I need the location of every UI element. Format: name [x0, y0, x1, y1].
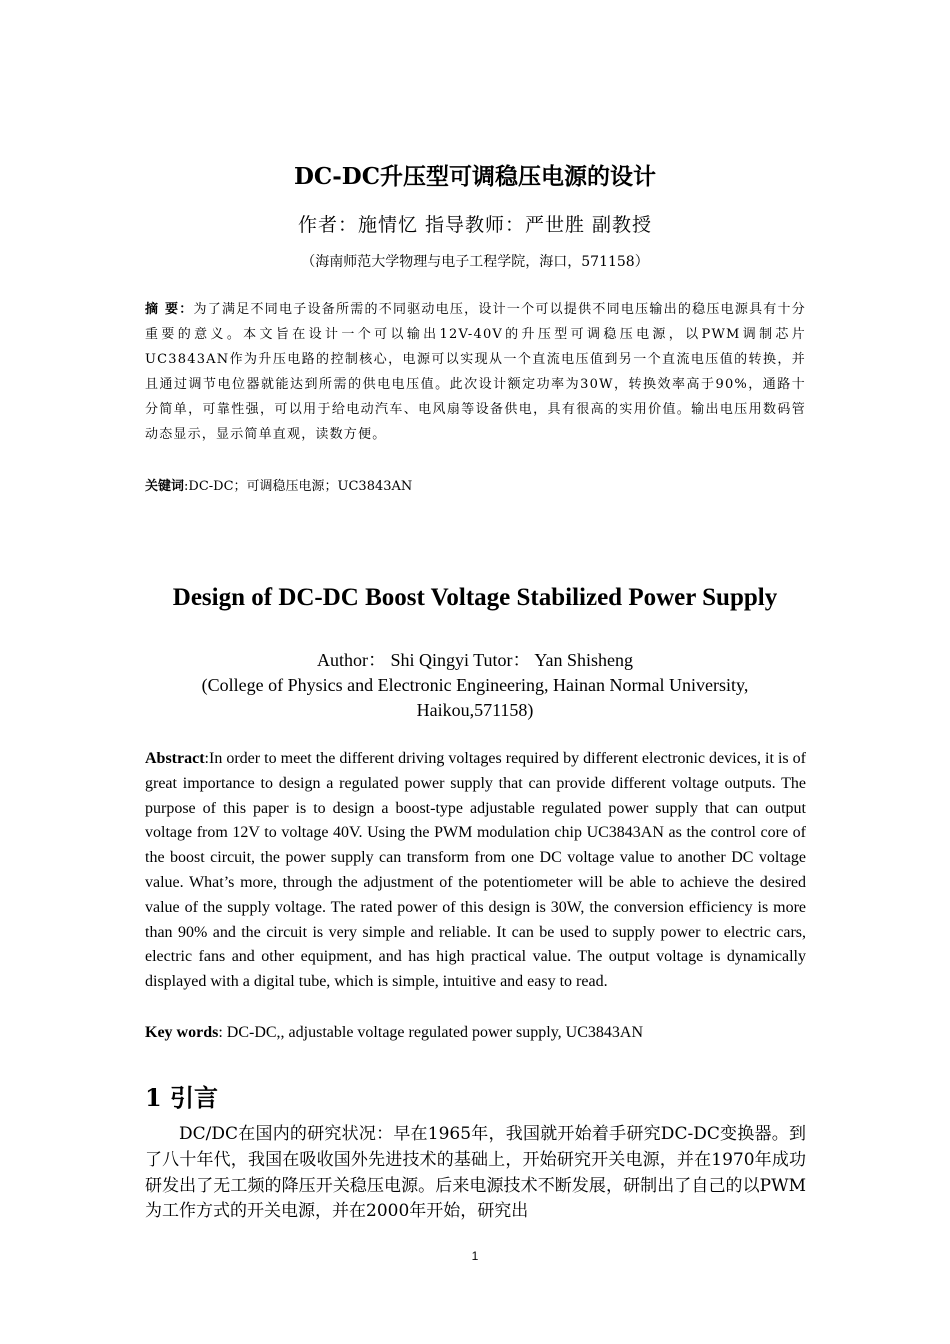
- english-keywords-text: : DC-DC,, adjustable voltage regulated power supply, UC3843AN: [218, 1024, 643, 1041]
- section-heading-introduction: 1 引言: [145, 1083, 219, 1112]
- english-keywords-label: Key words: [145, 1024, 219, 1041]
- english-author-line: Author： Shi Qingyi Tutor： Yan Shisheng: [316, 650, 634, 670]
- chinese-title: DC-DC升压型可调稳压电源的设计: [293, 163, 657, 190]
- chinese-keywords: [145, 475, 806, 499]
- page-number: 1: [471, 1249, 479, 1263]
- chinese-keywords-text: :DC-DC；可调稳压电源；UC3843AN: [184, 479, 413, 494]
- english-title: Design of DC-DC Boost Voltage Stabilized Power Supply: [172, 584, 778, 611]
- english-abstract: [145, 747, 806, 995]
- chinese-abstract: [145, 297, 806, 447]
- english-abstract-text: :In order to meet the different driving voltages required by different electronic devices, it is of great importance to design a regulated power supply that can provide different voltage outputs. The purpose of this paper is to design a boost-type adjustable regulated power supply that can output voltage from 12V to voltage 40V. Using the PWM modulation chip UC3843AN as the control core of the boost circuit, the power supply can transform from one DC voltage value to another DC voltage value. What’s more, through the adjustment of the potentiometer will be able to achieve the desired value of the supply voltage. The rated power of this design is 30W, the conversion efficiency is more than 90% and the circuit is very simple and reliable. It can be used to supply power to electric cars, electric fans and other equipment, and has high practical value. The output voltage is dynamically displayed with a digital tube, which is simple, intuitive and easy to read.: [145, 750, 806, 991]
- english-keywords: [145, 1021, 806, 1045]
- introduction-paragraph: DC/DC在国内的研究状况：早在1965年，我国就开始着手研究DC-DC变换器。到了八十年代，我国在吸收国外先进技术的基础上，开始研究开关电源，并在1970年成功研发出了无工频的降压开关稳压电源。后来电源技术不断发展，研制出了自己的以PWM为工作方式的开关电源，并在2000年开始，研究出: [145, 1124, 806, 1222]
- english-abstract-label: Abstract: [145, 750, 205, 767]
- english-affiliation: (College of Physics and Electronic Engineering, Hainan Normal University, Haikou,571158): [201, 675, 749, 720]
- chinese-abstract-label: 摘 要：: [145, 302, 194, 317]
- chinese-abstract-text: 为了满足不同电子设备所需的不同驱动电压，设计一个可以提供不同电压输出的稳压电源具有十分重要的意义。本文旨在设计一个可以输出12V-40V的升压型可调稳压电源，以PWM调制芯片UC3843AN作为升压电路的控制核心，电源可以实现从一个直流电压值到另一个直流电压值的转换，并且通过调节电位器就能达到所需的供电电压值。此次设计额定功率为30W，转换效率高于90%，通路十分简单，可靠性强，可以用于给电动汽车、电风扇等设备供电，具有很高的实用价值。输出电压用数码管动态显示，显示简单直观，读数方便。: [145, 302, 806, 442]
- chinese-keywords-label: 关键词: [145, 479, 185, 494]
- chinese-author-line: 作者：施情忆 指导教师：严世胜 副教授: [297, 214, 653, 236]
- chinese-affiliation: （海南师范大学物理与电子工程学院，海口，571158）: [301, 254, 649, 270]
